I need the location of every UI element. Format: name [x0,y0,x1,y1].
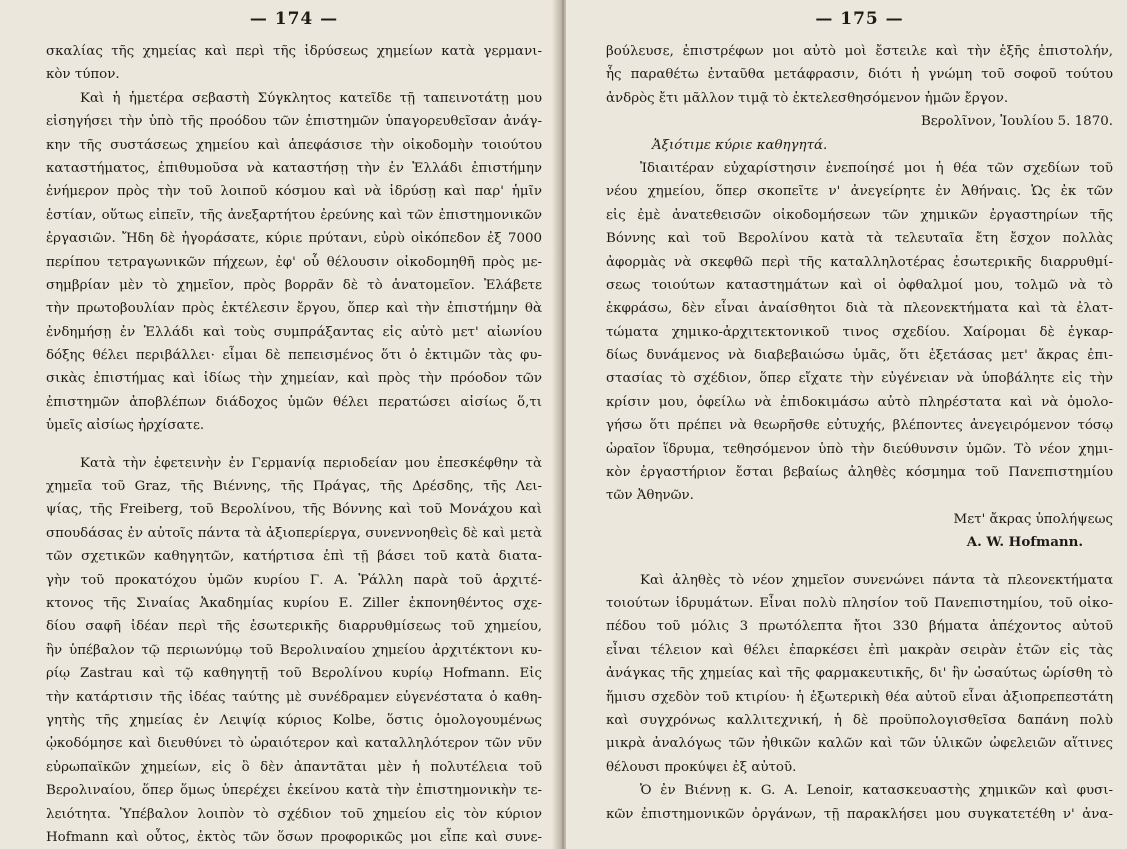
text-line: δόξης θέλει περιβάλλει· εἶμαι δὲ πεπεισμένος ὅτι ὁ ἐκτιμῶν τὰς φυ- [46,348,542,364]
text-line: σπουδάσας ἐν αὐτοῖς πάντα τὰ ἀξιοπερίεργα, συνεννοηθεὶς δὲ καὶ μετὰ [46,525,542,541]
text-line: γήσω ὅτι πρέπει νὰ θεωρῆσθε εὐτυχής, βλέποντες ἀνεγειρόμενον τόσῳ [606,418,1113,434]
text-line: σημβρίαν μὲν τὸ χημεῖον, πρὸς βορρᾶν δὲ τὸ ἀνατομεῖον. Ἐλάβετε [46,277,542,293]
text-line: λειότητα. Ὑπέβαλον λοιπὸν τὸ σχέδιον τοῦ χημείου εἰς τὸν κύριον [46,806,542,822]
page-body [46,40,542,849]
text-line: μικρὰ ἀναλόγως τῶν ἠθικῶν καλῶν καὶ τῶν ὑλικῶν ὠφελειῶν αἵτινες [606,736,1113,752]
text-line: κὸν τύπον. [46,67,120,83]
text-line: κρίσιν μου, ὀφείλω νὰ ἐπιδοκιμάσω αὐτὸ πληρέστατα καὶ νὰ ὁμολο- [606,394,1113,410]
text-line: ἥμισυ σχεδὸν τοῦ κτιρίου· ἡ ἐξωτερικὴ θέα αὐτοῦ εἶναι ἀξιοπρεπεστάτη [606,689,1113,705]
right-page [566,0,1127,849]
text-line: εἶναι τέλειον καὶ θέλει ἐπαρκέσει ἐπὶ μακρὰν σειρὰν ἐτῶν εἰς τὰς [606,642,1113,658]
page-body [606,40,1113,826]
text-line: βούλευσε, ἐπιστρέφων μοι αὐτὸ μοὶ ἔστειλε καὶ τὴν ἑξῆς ἐπιστολήν, [606,44,1113,59]
text-line: ἀνάγκας τῆς χημείας καὶ τῆς φαρμακευτικῆς, δι' ἣν ὡσαύτως ὡρίσθη τὸ [606,666,1113,682]
text-line: ἐργασιῶν. Ἤδη δὲ ἠγοράσατε, κύριε πρύτανι, εὐρὺ οἰκόπεδον ἐξ 7000 [46,231,542,247]
text-line: ψίας, τῆς Freiberg, τοῦ Βερολίνου, τῆς Βόννης καὶ τοῦ Μονάχου καὶ [46,502,542,518]
text-line: τῶν Ἀθηνῶν. [606,488,694,504]
text-line: θέλουσι προκύψει ἐξ αὐτοῦ. [606,759,797,775]
text-line: σεως τοιούτων καταστημάτων καὶ οἱ ὀφθαλμοί μου, τολμῶ νὰ τὸ [606,277,1113,293]
text-line: ἀνδρὸς ἔτι μᾶλλον τιμᾷ τὸ ἐκτελεσθησόμενον ἡμῶν ἔργον. [606,90,1009,106]
text-line: τὴν κατάρτισιν τῆς ἰδέας ταύτης μὲ συνέδραμεν εὐγενέστατα ὁ καθη- [46,689,542,705]
text-line: τὴν πρωτοβουλίαν πρὸς ἐκτέλεσιν ἔργου, ὅπερ καὶ τὴν ἐπιστήμην θὰ [46,301,542,317]
page-number: — 175 — [815,9,904,29]
text-line: Ὁ ἐν Βιέννῃ κ. G. A. Lenoir, κατασκευαστὴς χημικῶν καὶ φυσι- [640,783,1113,799]
text-line: ἧς παραθέτω ἐνταῦθα μετάφρασιν, διότι ἡ γνώμη τοῦ σοφοῦ τούτου [606,67,1113,83]
text-line: ρίῳ Zastrau καὶ τῷ καθηγητῇ τοῦ Βερολίνου κυρίῳ Hofmann. Εἰς [46,666,542,682]
text-line: ἑστίαν, οὕτως εἰπεῖν, τῆς ἀνεξαρτήτου ἐρεύνης καὶ τῶν ἐπιστημονικῶν [46,207,542,223]
text-line: Hofmann καὶ οὗτος, ἐκτὸς τῶν ὅσων προφορικῶς μοι εἶπε καὶ συνε- [46,829,542,845]
text-line: ἀφορμὰς νὰ σκεφθῶ περὶ τῆς καταλληλοτέρας ἐσωτερικῆς διαρρυθμί- [606,254,1113,270]
text-line: εἰσηγήσει τὴν ὑπὸ τῆς προόδου τῶν ἐπιστημῶν ὑπαγορευθεῖσαν ἀνάγ- [46,114,542,130]
text-line: ἐνήμερον πρὸς τὴν τοῦ λοιποῦ κόσμου καὶ νὰ ἱδρύσῃ καὶ παρ' ἡμῖν [46,184,542,200]
left-page [0,0,560,849]
text-line: περίπου τετραγωνικῶν πήχεων, ἐφ' οὗ θέλουσιν οἰκοδομηθῆ πρὸς με- [46,254,542,270]
text-line: τῶν σχετικῶν καθηγητῶν, κατήρτισα ἐπὶ τῇ βάσει τοῦ κατὰ διατα- [46,549,542,565]
text-line: χημεῖα τοῦ Graz, τῆς Βιέννης, τῆς Πράγας, τῆς Δρέσδης, τῆς Λει- [46,479,542,495]
text-line: ἐνδημήσῃ ἐν Ἑλλάδι καὶ τοὺς συμπράξαντας εἰς αὐτὸ μετ' αἰωνίου [46,324,542,340]
text-line: κην τῆς συστάσεως χημείου καὶ ἀπεφάσισε τὴν οἰκοδομὴν τοιούτου [46,137,542,153]
text-line: ὡραῖον ἵδρυμα, τεθησόμενον ὑπὸ τὴν διεύθυνσιν ὑμῶν. Τὸ νέον χημι- [606,441,1113,457]
text-line: ὑμεῖς αἰσίως ἠρχίσατε. [46,418,205,434]
text-line: τοιούτων ἱδρυμάτων. Εἶναι πολὺ πλησίον τοῦ Πανεπιστημίου, τοῦ οἰκο- [606,595,1113,611]
text-line: Βερολιναίου, ὅπερ ὅμως ὑπερέχει ἐκείνου κατὰ τὴν ἐπιστημονικὴν τε- [46,783,542,799]
text-line: ἐπιστημῶν ἀποβλέπων διάδοχος ὑμῶν θέλει περατώσει αἰσίως ὅ,τι [46,394,542,410]
text-line: πέδου τοῦ μόλις 3 πρωτόλεπτα ἤτοι 330 βήματα ἀπέχοντος αὐτοῦ [606,619,1113,635]
text-line: Ἰδιαιτέραν εὐχαρίστησιν ἐνεποίησέ μοι ἡ θέα τῶν σχεδίων τοῦ [640,160,1113,176]
text-line: Ἀξιότιμε κύριε καθηγητά. [652,137,828,153]
text-line: Καὶ ἡ ἡμετέρα σεβαστὴ Σύγκλητος κατεῖδε τῇ ταπεινοτάτῃ μου [80,90,542,106]
text-line: Βόννης καὶ τοῦ Βερολίνου κατὰ τὰ τελευταῖα ἔτη ἔσχον πολλὰς [606,231,1113,247]
text-line: εὐρωπαϊκῶν χημείων, εἰς ὃ δὲν ἀπαντᾶται μὲν ἡ πολυτέλεια τοῦ [46,759,542,775]
text-line: Κατὰ τὴν ἐφετεινὴν ἐν Γερμανίᾳ περιοδείαν μου ἐπεσκέφθην τὰ [80,455,542,471]
text-line: Καὶ ἀληθὲς τὸ νέον χημεῖον συνενώνει πάντα τὰ πλεονεκτήματα [640,572,1113,588]
text-line: καὶ συγχρόνως καλλιτεχνική, ἡ δὲ προϋπολογισθεῖσα δαπάνη πολὺ [606,712,1113,728]
text-line: Μετ' ἄκρας ὑπολήψεως [953,511,1113,527]
text-line: εἰς ἐμὲ ἀνατεθεισῶν οἰκοδομήσεων τῶν χημικῶν ἐργαστηρίων τῆς [606,207,1113,223]
text-line: ἣν ὑπέβαλον τῷ περιωνύμῳ τοῦ Βερολιναίου χημείου ἀρχιτέκτονι κυ- [46,642,542,658]
text-line: ἐκφράσω, δὲν εἶναι ἀναίσθητοι διὰ τὰ πλεονεκτήματα καὶ τὰ ἐλατ- [606,301,1113,317]
text-line: τώματα χημικο-ἀρχιτεκτονικοῦ τινος σχεδίου. Χαίρομαι δὲ ἐγκαρ- [606,324,1113,340]
paragraph-gap [46,438,542,452]
page-number: — 174 — [249,9,339,29]
text-line: ᾠκοδόμησε καὶ διευθύνει τὸ ὡραιότερον καὶ καταλληλότερον τῶν νῦν [46,736,542,752]
text-line: σκαλίας τῆς χημείας καὶ περὶ τῆς ἱδρύσεως χημείων κατὰ γερμανι- [46,44,542,59]
text-line: Βερολῖνον, Ἰουλίου 5. 1870. [920,114,1113,130]
text-line: δίου σαφῆ ἰδέαν περὶ τῆς ἐσωτερικῆς διαρρυθμίσεως τοῦ χημείου, [46,619,542,635]
text-line: κτονος τῆς Σιναίας Ἀκαδημίας κυρίου E. Ziller ἐκπονηθέντος σχε- [46,595,542,611]
text-line: νέου χημείου, ὅπερ σκοπεῖτε ν' ἀνεγείρητε ἐν Ἀθήναις. Ὡς ἐκ τῶν [606,184,1113,200]
paragraph-gap [606,555,1113,569]
text-line: καταστήματος, ἐπιθυμοῦσα νὰ καταστήσῃ τὴν ἐν Ἑλλάδι ἐπιστήμην [46,160,542,176]
text-line: κὸν ἐργαστήριον ἔσται βεβαίως ἀληθὲς κόσμημα τοῦ Πανεπιστημίου [606,465,1113,481]
text-line: κῶν ἐπιστημονικῶν ὀργάνων, τῇ παρακλήσει μου συγκατετέθη ν' ἀνα- [606,806,1113,822]
text-line: A. W. Hofmann. [966,534,1083,551]
text-line: γὴν τοῦ προκατόχου ὑμῶν κυρίου Γ. Α. Ῥάλλη παρὰ τοῦ ἀρχιτέ- [46,572,542,588]
text-line: στασίας τὸ σχέδιον, ὅπερ εἴχατε τὴν εὐγένειαν νὰ ὑποβάλητε εἰς τὴν [606,371,1113,387]
text-line: δίως δυνάμενος νὰ διαβεβαιώσω ὑμᾶς, ὅτι ἐξετάσας μετ' ἄκρας ἐπι- [606,348,1113,364]
text-line: σικὰς ἐπιστήμας καὶ ἰδίως τὴν χημείαν, καὶ πρὸς τὴν πρόοδον τῶν [46,371,542,387]
text-line: γητὴς τῆς χημείας ἐν Λειψίᾳ κύριος Kolbe, ὅστις ὁμολογουμένως [46,712,542,728]
